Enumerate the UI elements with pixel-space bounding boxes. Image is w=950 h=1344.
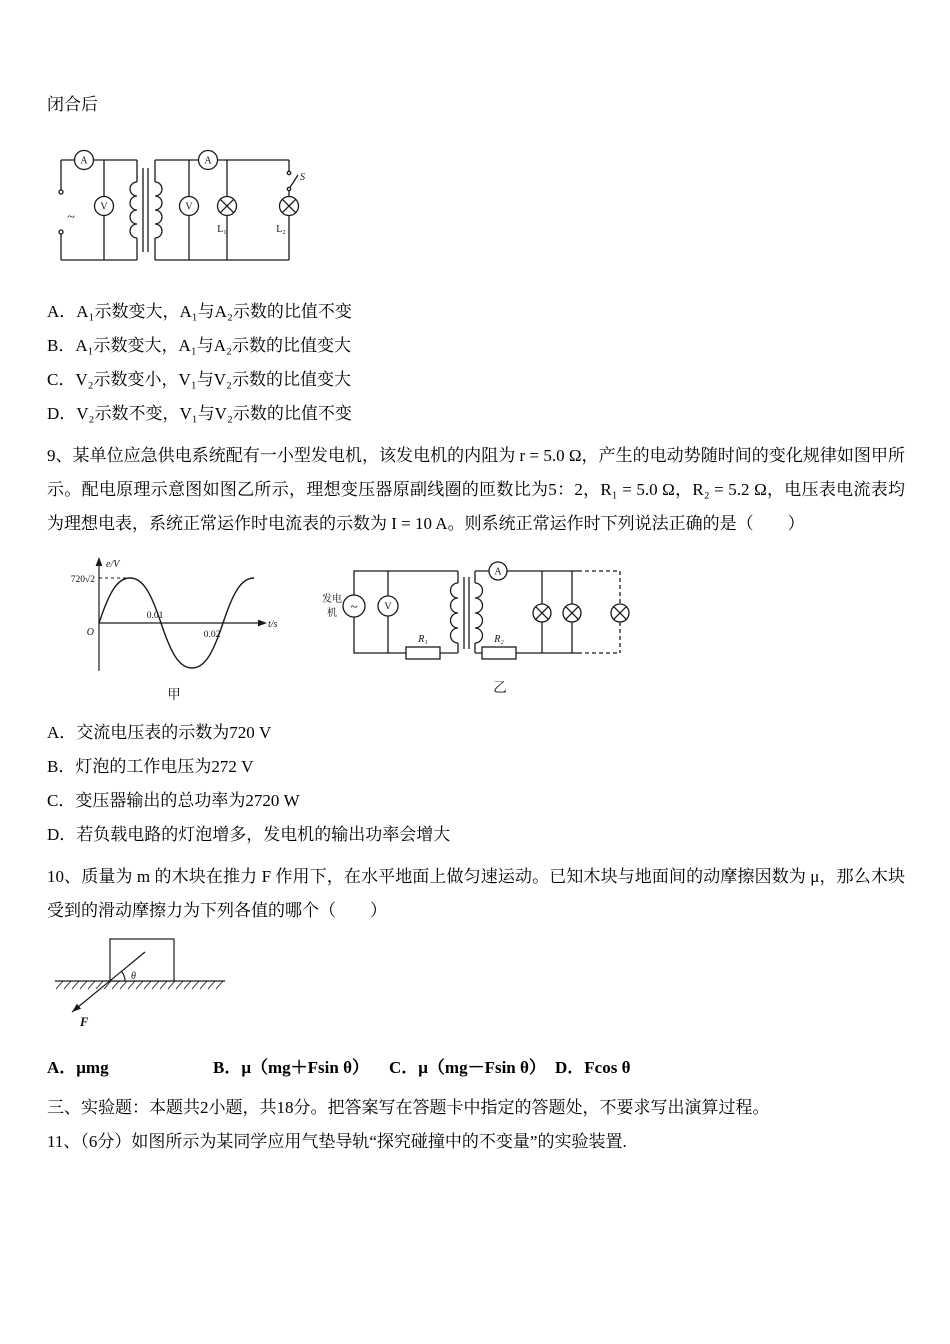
figure-yi-caption: 乙	[493, 680, 507, 695]
q9-figures	[59, 553, 905, 703]
q10-option-c: C．μ（mg－Fsin θ）	[389, 1058, 546, 1077]
y-axis-label: e/V	[106, 559, 120, 570]
block-push-friction-figure	[47, 936, 247, 1031]
power-distribution-circuit-figure	[320, 561, 635, 696]
resistor-r1-label: R₁	[418, 634, 428, 645]
q10-options	[47, 1055, 905, 1081]
transformer-lamps-circuit-figure	[49, 142, 314, 282]
section3-header: 三、实验题：本题共2小题，共18分。把答案写在答题卡中指定的答题处，不要求写出演算过程。	[47, 1098, 770, 1117]
origin-label: O	[86, 627, 94, 638]
q9-stem: 9、某单位应急供电系统配有一小型发电机，该发电机的内阻为 r = 5.0 Ω，产生的电动势随时间的变化规律如图甲所示。配电原理示意图如图乙所示，理想变压器原副线圈的匝数比为5：2，R₁ = 5.0 Ω，R₂ = 5.2 Ω，电压表电流表均为理想电表，系统正常运作时电流表的示数为 I = 10 A。则系统正常运作时下列说法正确的是（ ）	[47, 446, 905, 533]
voltmeter-label: V	[384, 601, 392, 613]
q8-option-c: C．V₂示数变小，V₁与V₂示数的比值变大	[47, 370, 351, 389]
question-tail-text: 闭合后	[47, 95, 98, 114]
voltmeter-v1-label: V	[100, 201, 108, 213]
q8-options	[47, 295, 905, 431]
force-f-label: F	[80, 1015, 89, 1029]
lamp-l2-label: L₂	[276, 224, 286, 235]
lamp-l1-label: L₁	[217, 224, 227, 235]
generator-label-line2: 机	[327, 608, 337, 619]
q10-stem: 10、质量为 m 的木块在推力 F 作用下，在水平地面上做匀速运动。已知木块与地面间的动摩擦因数为 μ，那么木块受到的滑动摩擦力为下列各值的哪个（ ）	[47, 867, 905, 920]
q10-option-d: D．Fcos θ	[555, 1058, 631, 1077]
axis-arrows	[96, 557, 267, 626]
theta-label: θ	[131, 971, 136, 982]
peak-value-label: 720√2	[70, 575, 95, 585]
graph-axes	[99, 561, 261, 671]
q9-option-d: D．若负载电路的灯泡增多，发电机的输出功率会增大	[47, 825, 451, 844]
voltmeter-v2-label: V	[185, 201, 193, 213]
q9-option-a: A．交流电压表的示数为720 V	[47, 723, 272, 742]
emf-time-graph-figure	[59, 553, 284, 703]
q10-option-b: B．μ（mg＋Fsin θ）	[213, 1058, 369, 1077]
q11-stem: 11、（6分）如图所示为某同学应用气垫导轨“探究碰撞中的不变量”的实验装置.	[47, 1132, 627, 1151]
q9-option-b: B．灯泡的工作电压为272 V	[47, 757, 254, 776]
figure-lines	[55, 939, 225, 1012]
ac-source-symbol: ~	[67, 210, 75, 225]
circuit-wires	[59, 151, 299, 261]
block	[110, 939, 174, 981]
ammeter-label: A	[494, 566, 502, 578]
resistor-r2-label: R₂	[494, 634, 504, 645]
q9-option-c: C．变压器输出的总功率为2720 W	[47, 791, 300, 810]
q10-option-a: A．μmg	[47, 1058, 109, 1077]
q8-option-b: B．A₁示数变大，A₁与A₂示数的比值变大	[47, 336, 351, 355]
switch-s-label: S	[300, 172, 305, 183]
generator-label-line1: 发电	[322, 594, 342, 605]
x-axis-label: t/s	[268, 619, 278, 630]
q8-option-d: D．V₂示数不变，V₁与V₂示数的比值不变	[47, 404, 352, 423]
figure-jia-caption: 甲	[167, 687, 181, 702]
tick-002-label: 0.02	[203, 630, 221, 640]
ammeter-a2-label: A	[204, 155, 212, 167]
tick-001-label: 0.01	[146, 611, 164, 621]
ac-source-symbol: ~	[350, 600, 358, 615]
ammeter-a1-label: A	[80, 155, 88, 167]
ground-hatching	[56, 981, 223, 989]
q8-option-a: A．A₁示数变大，A₁与A₂示数的比值不变	[47, 302, 352, 321]
q9-options	[47, 716, 905, 852]
